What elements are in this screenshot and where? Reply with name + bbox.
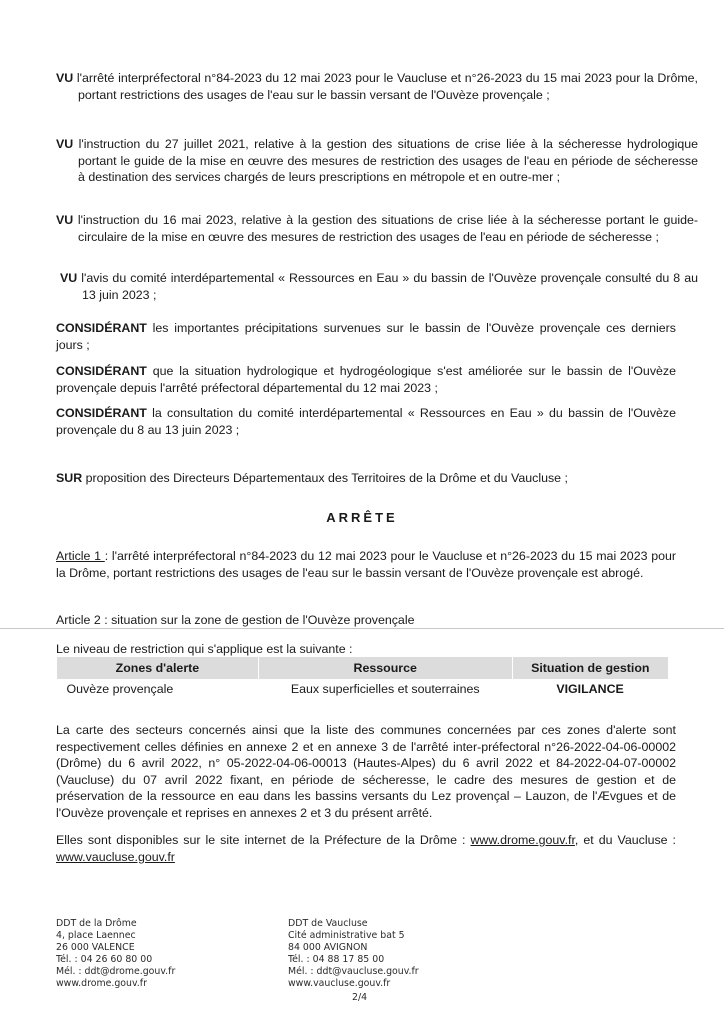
table-header-row xyxy=(57,657,669,679)
drome-website-link[interactable]: www.drome.gouv.fr xyxy=(470,833,575,847)
footer-line: www.vaucluse.gouv.fr xyxy=(288,978,391,989)
considerant-keyword: CONSIDÉRANT xyxy=(56,406,147,420)
sur-paragraph xyxy=(56,470,676,487)
considerant-text: que la situation hydrologique et hydrogéologique s'est améliorée sur le bassin de l'Ouvèze provençale depuis l'arrêté préfectoral départemental du 12 mai 2023 ; xyxy=(56,364,676,395)
article-1-text: : l'arrêté interpréfectoral n°84-2023 du 12 mai 2023 pour le Vaucluse et n°26-2023 du 15 mai 2023 pour la Drôme, portant restrictions des usages de l'eau sur le bassin versant de l'Ouvèze provençale est abrogé. xyxy=(56,549,676,580)
article-1-label: Article 1 xyxy=(56,549,105,563)
availability-paragraph xyxy=(56,832,676,865)
sur-keyword: SUR xyxy=(56,471,83,485)
vu-paragraph-3 xyxy=(56,212,698,245)
cell-zone: Ouvèze provençale xyxy=(66,681,174,696)
page-number: 2/4 xyxy=(352,992,368,1003)
arrete-title: ARRÊTE xyxy=(326,510,398,525)
footer-line: 26 000 VALENCE xyxy=(56,942,135,953)
cell-ressource: Eaux superficielles et souterraines xyxy=(290,681,480,696)
vu-paragraph-1 xyxy=(56,70,698,103)
vu-text: l'instruction du 27 juillet 2021, relative à la gestion des situations de crise liée à la sécheresse hydrologique portant le guide de la mise en œuvre des mesures de restriction des usages de l'eau en période de sécheresse à destination des services chargés de leurs prescriptions en métropole et en outre-mer ; xyxy=(73,137,698,185)
article-2: Article 2 : situation sur la zone de gestion de l'Ouvèze provençale xyxy=(56,613,415,627)
header-zones-alerte: Zones d'alerte xyxy=(57,657,259,679)
sur-text: proposition des Directeurs Départementaux des Territoires de la Drôme et du Vaucluse ; xyxy=(82,471,568,485)
considerant-keyword: CONSIDÉRANT xyxy=(56,364,147,378)
vu-keyword: VU xyxy=(56,213,74,227)
considerant-paragraph-2 xyxy=(56,363,676,396)
considerant-text: la consultation du comité interdépartemental « Ressources en Eau » du bassin de l'Ouvèze provençale du 8 au 13 juin 2023 ; xyxy=(56,406,676,437)
vu-paragraph-4 xyxy=(60,270,698,303)
cell-situation: VIGILANCE xyxy=(556,681,624,696)
header-ressource: Ressource xyxy=(258,657,512,679)
scan-divider xyxy=(0,628,724,629)
footer-line: Mél. : ddt@drome.gouv.fr xyxy=(56,966,176,977)
footer-line: DDT de la Drôme xyxy=(56,918,137,929)
footer-line: 4, place Laennec xyxy=(56,930,136,941)
footer-ddt-vaucluse xyxy=(288,918,419,990)
footer-line: Mél. : ddt@vaucluse.gouv.fr xyxy=(288,966,419,977)
considerant-paragraph-3 xyxy=(56,405,676,438)
vu-text: l'arrêté interpréfectoral n°84-2023 du 12 mai 2023 pour le Vaucluse et n°26-2023 du 15 mai 2023 pour la Drôme, portant restrictions des usages de l'eau sur le bassin versant de l'Ouvèze provençale ; xyxy=(73,71,698,102)
vu-keyword: VU xyxy=(56,71,74,85)
availability-text-1: Elles sont disponibles sur le site internet de la Préfecture de la Drôme : xyxy=(56,833,471,847)
footer-line: DDT de Vaucluse xyxy=(288,918,368,929)
considerant-keyword: CONSIDÉRANT xyxy=(56,321,147,335)
footer-line: 84 000 AVIGNON xyxy=(288,942,368,953)
vu-text: l'avis du comité interdépartemental « Ressources en Eau » du bassin de l'Ouvèze provençale consulté du 8 au 13 juin 2023 ; xyxy=(77,271,698,302)
footer-line: Tél. : 04 88 17 85 00 xyxy=(288,954,385,965)
vu-text: l'instruction du 16 mai 2023, relative à la gestion des situations de crise liée à la sécheresse portant le guide-circulaire de la mise en œuvre des mesures de restriction des usages de l'eau en période de sécheresse ; xyxy=(73,213,698,244)
restriction-intro: Le niveau de restriction qui s'applique est la suivante : xyxy=(56,642,353,656)
header-situation-gestion: Situation de gestion xyxy=(512,657,668,679)
footer-line: Cité administrative bat 5 xyxy=(288,930,405,941)
vu-keyword: VU xyxy=(60,271,78,285)
table-row xyxy=(57,679,669,699)
vu-paragraph-2 xyxy=(56,136,698,186)
footer-line: www.drome.gouv.fr xyxy=(56,978,147,989)
article-1 xyxy=(56,548,676,581)
vaucluse-website-link[interactable]: www.vaucluse.gouv.fr xyxy=(56,849,175,864)
restriction-table xyxy=(56,657,668,699)
availability-text-2: , et du Vaucluse : xyxy=(574,833,676,847)
footer-ddt-drome xyxy=(56,918,175,990)
vu-keyword: VU xyxy=(56,137,74,151)
considerant-paragraph-1 xyxy=(56,320,676,353)
footer-line: Tél. : 04 26 60 80 00 xyxy=(56,954,153,965)
considerant-text: les importantes précipitations survenues sur le bassin de l'Ouvèze provençale ces derniers jours ; xyxy=(56,321,676,352)
carte-paragraph: La carte des secteurs concernés ainsi que la liste des communes concernées par ces zones d'alerte sont respectivement celles définies en annexe 2 et en annexe 3 de l'arrêté inter-préfectoral n°26-2022-04-06-00002 (Drôme) du 6 avril 2022, n° 05-2022-04-06-00013 (Hautes-Alpes) du 6 avril 2022 et 84-2022-04-07-00002 (Vaucluse) du 07 avril 2022 fixant, en période de sécheresse, le cadre des mesures de gestion et de préservation de la ressource en eau dans les bassins versants du Lez provençal – Lauzon, de l'Ævgues et de l'Ouvèze provençale et reprises en annexes 2 et 3 du présent arrêté. xyxy=(56,723,676,820)
